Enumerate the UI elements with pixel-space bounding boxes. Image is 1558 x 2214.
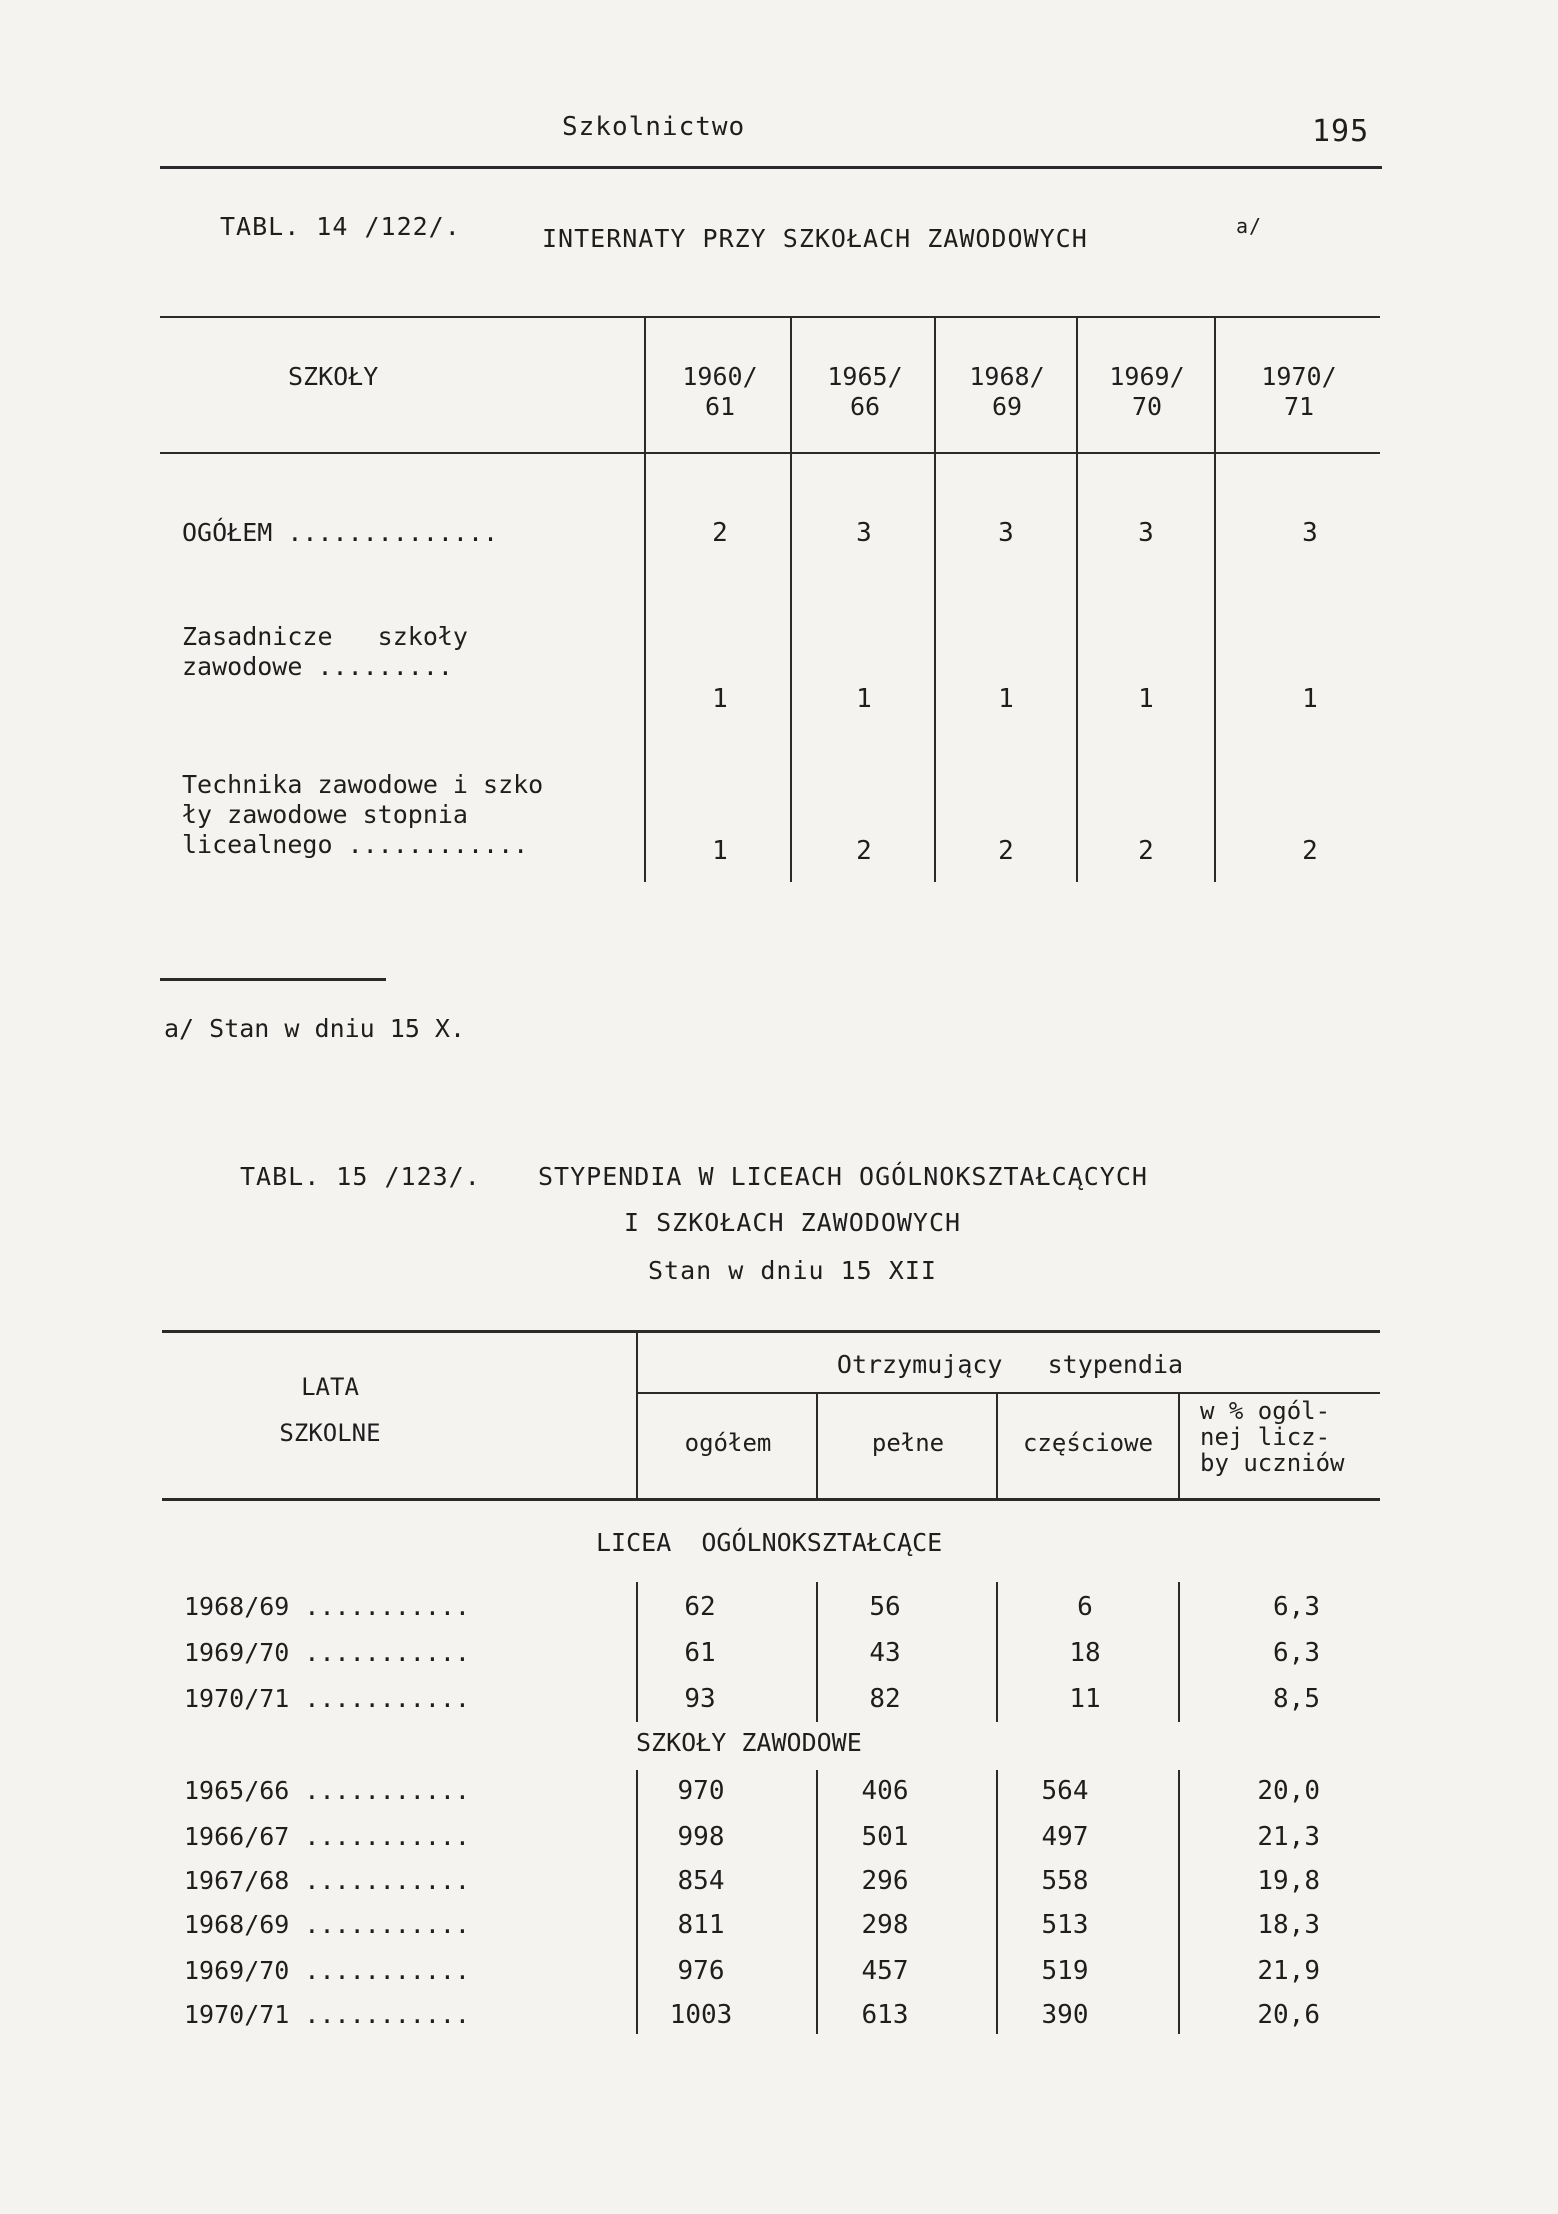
table14-col-line — [1076, 316, 1078, 882]
table14-col-line — [1214, 316, 1216, 882]
table14-year-header: 1968/ 69 — [969, 362, 1045, 421]
table14-cell: 1 — [712, 836, 728, 866]
table14-footnote: a/ Stan w dniu 15 X. — [164, 1014, 466, 1043]
table15-body-line — [996, 1582, 998, 1722]
table15-row-year: 1965/66 ........... — [184, 1776, 470, 1805]
table15-cell: 19,8 — [1257, 1866, 1320, 1896]
table15-col-header: ogółem — [684, 1429, 772, 1457]
table15-cell: 6,3 — [1273, 1638, 1320, 1668]
table14-cell: 1 — [856, 684, 872, 714]
header-rule — [160, 166, 1382, 169]
table14-cell: 2 — [1302, 836, 1318, 866]
table14-cell: 3 — [1302, 518, 1318, 548]
table14-cell: 2 — [712, 518, 728, 548]
table14-title-note: a/ — [1236, 214, 1263, 238]
table15-body-line — [996, 1770, 998, 2034]
table15-cell: 501 — [861, 1822, 909, 1852]
table15-col-header: pełne — [871, 1429, 945, 1457]
table15-title-line3: Stan w dniu 15 XII — [648, 1256, 937, 1285]
table14-cell: 3 — [1138, 518, 1154, 548]
table14-cell: 3 — [856, 518, 872, 548]
table15-cell: 298 — [861, 1910, 909, 1940]
table15-label: TABL. 15 /123/. — [240, 1162, 481, 1191]
table14-col-line — [644, 316, 646, 882]
table14-header-rule — [160, 452, 1380, 454]
table14-cell: 2 — [998, 836, 1014, 866]
table15-cell: 11 — [1069, 1684, 1101, 1714]
table15-cell: 613 — [861, 2000, 909, 2030]
table15-cell: 62 — [684, 1592, 716, 1622]
table15-col-header-years: LATA SZKOLNE — [279, 1373, 381, 1447]
table15-cell: 6 — [1077, 1592, 1093, 1622]
table14-year-header: 1970/ 71 — [1261, 362, 1337, 421]
table14-cell: 2 — [1138, 836, 1154, 866]
table14-row-label: Zasadnicze szkoły zawodowe ......... — [182, 622, 468, 681]
table15-col-line — [816, 1394, 818, 1498]
table15-col-line — [636, 1332, 638, 1498]
table15-top-rule — [162, 1330, 1380, 1333]
table15-cell: 296 — [861, 1866, 909, 1896]
table15-cell: 93 — [684, 1684, 716, 1714]
table15-cell: 20,6 — [1257, 2000, 1320, 2030]
table14-col-header-schools: SZKOŁY — [288, 362, 379, 391]
table15-cell: 998 — [677, 1822, 725, 1852]
table15-cell: 43 — [869, 1638, 901, 1668]
table15-cell: 6,3 — [1273, 1592, 1320, 1622]
table15-row-year: 1967/68 ........... — [184, 1866, 470, 1895]
table15-cell: 513 — [1041, 1910, 1089, 1940]
table15-row-year: 1969/70 ........... — [184, 1638, 470, 1667]
table15-body-line — [816, 1770, 818, 2034]
table15-cell: 457 — [861, 1956, 909, 1986]
table15-cell: 82 — [869, 1684, 901, 1714]
table15-body-line — [636, 1770, 638, 2034]
table15-cell: 18 — [1069, 1638, 1101, 1668]
table15-title-line2: I SZKOŁACH ZAWODOWYCH — [624, 1208, 962, 1237]
table14-top-rule — [160, 316, 1380, 318]
table15-body-line — [1178, 1770, 1180, 2034]
table15-row-year: 1968/69 ........... — [184, 1910, 470, 1939]
table14-cell: 1 — [998, 684, 1014, 714]
table14-year-header: 1965/ 66 — [827, 362, 903, 421]
table14-cell: 1 — [1302, 684, 1318, 714]
table14-cell: 1 — [1138, 684, 1154, 714]
table15-row-year: 1969/70 ........... — [184, 1956, 470, 1985]
table15-cell: 21,9 — [1257, 1956, 1320, 1986]
table14-row-label: OGÓŁEM .............. — [182, 518, 499, 547]
footnote-rule — [160, 978, 386, 981]
table15-cell: 564 — [1041, 1776, 1089, 1806]
table15-cell: 519 — [1041, 1956, 1089, 1986]
table15-body-line — [636, 1582, 638, 1722]
table14-col-line — [934, 316, 936, 882]
table15-row-year: 1966/67 ........... — [184, 1822, 470, 1851]
table14-title: INTERNATY PRZY SZKOŁACH ZAWODOWYCH — [542, 224, 1088, 253]
table15-cell: 497 — [1041, 1822, 1089, 1852]
table15-body-line — [1178, 1582, 1180, 1722]
page-number: 195 — [1312, 114, 1370, 149]
table15-row-year: 1970/71 ........... — [184, 1684, 470, 1713]
table15-cell: 1003 — [669, 2000, 733, 2030]
table15-col-header: częściowe — [1022, 1429, 1154, 1457]
table15-cell: 20,0 — [1257, 1776, 1320, 1806]
table15-cell: 8,5 — [1273, 1684, 1320, 1714]
table14-cell: 3 — [998, 518, 1014, 548]
table14-label: TABL. 14 /122/. — [220, 212, 461, 241]
table15-cell: 970 — [677, 1776, 725, 1806]
table15-title-line1: STYPENDIA W LICEACH OGÓLNOKSZTAŁCĄCYCH — [538, 1162, 1148, 1191]
table15-cell: 21,3 — [1257, 1822, 1320, 1852]
table15-group-rule — [636, 1392, 1380, 1394]
table14-cell: 2 — [856, 836, 872, 866]
table15-section-title: LICEA OGÓLNOKSZTAŁCĄCE — [596, 1528, 943, 1557]
table15-body-line — [816, 1582, 818, 1722]
table15-cell: 56 — [869, 1592, 901, 1622]
table15-section-title: SZKOŁY ZAWODOWE — [636, 1728, 862, 1757]
table15-col-group: Otrzymujący stypendia — [836, 1350, 1184, 1379]
table15-cell: 558 — [1041, 1866, 1089, 1896]
table14-year-header: 1960/ 61 — [682, 362, 758, 421]
table15-cell: 390 — [1041, 2000, 1089, 2030]
table15-row-year: 1968/69 ........... — [184, 1592, 470, 1621]
table15-col-header: w % ogól- nej licz- by uczniów — [1200, 1397, 1345, 1477]
table14-year-header: 1969/ 70 — [1109, 362, 1185, 421]
table14-row-label: Technika zawodowe i szko ły zawodowe stopnia licealnego ............ — [182, 770, 544, 859]
table15-row-year: 1970/71 ........... — [184, 2000, 470, 2029]
table15-cell: 811 — [677, 1910, 725, 1940]
table15-cell: 854 — [677, 1866, 725, 1896]
table14-cell: 1 — [712, 684, 728, 714]
table15-cell: 406 — [861, 1776, 909, 1806]
table15-header-rule — [162, 1498, 1380, 1501]
table15-col-line — [1178, 1394, 1180, 1498]
table14-col-line — [790, 316, 792, 882]
table15-cell: 61 — [684, 1638, 716, 1668]
running-header: Szkolnictwo — [562, 112, 746, 142]
table15-cell: 976 — [677, 1956, 725, 1986]
table15-cell: 18,3 — [1257, 1910, 1320, 1940]
